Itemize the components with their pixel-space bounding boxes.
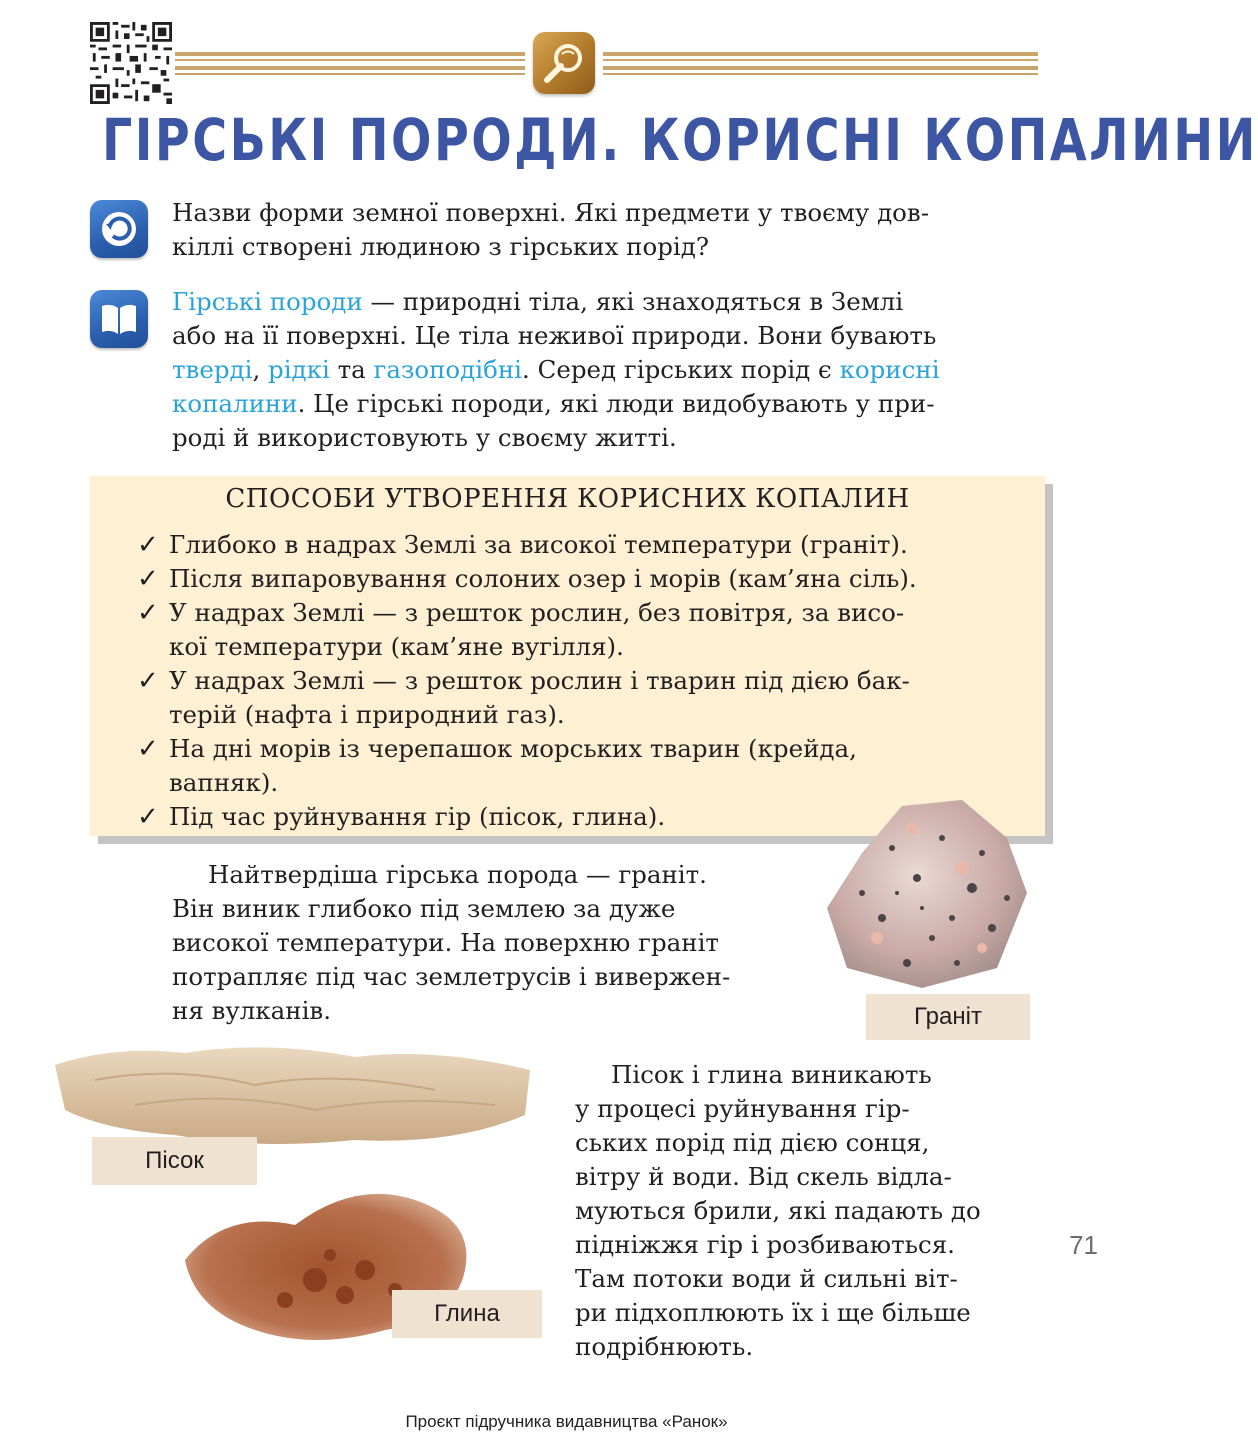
text-line: вітру й води. Від скель відла-	[575, 1162, 952, 1191]
term-rocks: Гірські породи	[172, 287, 363, 316]
text-line: ри підхоплюють їх і ще більше	[575, 1298, 971, 1327]
text-line: ня вулканів.	[172, 996, 332, 1025]
text-line: у процесі руйнування гір-	[575, 1094, 910, 1123]
sand-image	[55, 1035, 530, 1150]
title-rule	[175, 66, 525, 70]
list-item-text: У надрах Землі — з решток рослин і тварин під дією бак-	[169, 666, 910, 695]
info-box-heading: СПОСОБИ УТВОРЕННЯ КОРИСНИХ КОПАЛИН	[225, 484, 910, 514]
list-item-text: вапняк).	[169, 768, 279, 797]
text: та	[329, 355, 374, 384]
text-line: Там потоки води й сильні віт-	[575, 1264, 958, 1293]
granite-paragraph	[172, 858, 797, 1028]
magnifier-icon	[533, 32, 595, 94]
list-item-text: У надрах Землі — з решток рослин, без повітря, за висо-	[169, 598, 905, 627]
text-line: потрапляє під час землетрусів і вивержен-	[172, 962, 731, 991]
text-line: Він виник глибоко під землею за дуже	[172, 894, 676, 923]
text: . Серед гірських порід є	[522, 355, 840, 384]
term-solid: тверді	[172, 355, 253, 384]
title-rule	[603, 73, 1038, 75]
check-icon: ✓	[137, 598, 159, 628]
list-item-text: Після випаровування солоних озер і морів (кам’яна сіль).	[169, 564, 917, 593]
list-item-text: терій (нафта і природний газ).	[169, 700, 565, 729]
list-item-text: На дні морів із черепашок морських тварин (крейда,	[169, 734, 857, 763]
title-rule	[603, 66, 1038, 70]
text-line: або на її поверхні. Це тіла неживої природи. Вони бувають	[172, 321, 937, 350]
check-icon: ✓	[137, 802, 159, 832]
text-line: ських порід під дією сонця,	[575, 1128, 930, 1157]
list-item-text: Під час руйнування гір (пісок, глина).	[169, 802, 666, 831]
term-useful: корисні	[839, 355, 940, 384]
text-line: Пісок і глина виникають	[611, 1060, 932, 1089]
check-icon: ✓	[137, 564, 159, 594]
sand-label: Пісок	[92, 1137, 257, 1185]
text: ,	[252, 355, 269, 384]
list-item-text: Глибоко в надрах Землі за високої температури (граніт).	[169, 530, 908, 559]
check-icon: ✓	[137, 666, 159, 696]
qr-code[interactable]	[90, 22, 172, 104]
granite-label: Граніт	[866, 994, 1030, 1040]
title-rule	[175, 52, 525, 56]
sand-clay-paragraph	[575, 1058, 1039, 1364]
text: . Це гірські породи, які люди видобувають у при-	[297, 389, 935, 418]
check-icon: ✓	[137, 530, 159, 560]
granite-image	[822, 798, 1032, 993]
term-minerals: копалини	[172, 389, 298, 418]
footer-note: Проєкт підручника видавництва «Ранок»	[405, 1412, 728, 1431]
open-book-icon	[90, 290, 148, 348]
term-gaseous: газоподібні	[373, 355, 523, 384]
term-liquid: рідкі	[268, 355, 330, 384]
text-line: роді й використовують у своєму житті.	[172, 423, 677, 452]
text: — природні тіла, які знаходяться в Землі	[362, 287, 904, 316]
text-line: муються брили, які падають до	[575, 1196, 981, 1225]
repeat-arrow-icon	[90, 200, 148, 258]
page-title: ГІРСЬКІ ПОРОДИ. КОРИСНІ КОПАЛИНИ	[101, 106, 1258, 174]
definition-paragraph	[172, 285, 1038, 455]
title-rule	[175, 59, 525, 61]
list-item-text: кої температури (кам’яне вугілля).	[169, 632, 624, 661]
title-rule	[175, 73, 525, 75]
review-question	[172, 196, 1038, 264]
title-rule	[603, 59, 1038, 61]
title-rule	[603, 52, 1038, 56]
text-line: підніжжя гір і розбиваються.	[575, 1230, 955, 1259]
text-line: Найтвердіша гірська порода — граніт.	[208, 860, 707, 889]
text-line: подрібнюють.	[575, 1332, 754, 1361]
clay-label: Глина	[392, 1290, 542, 1338]
text-line: Назви форми земної поверхні. Які предмети у твоєму дов-	[172, 198, 929, 227]
check-icon: ✓	[137, 734, 159, 764]
page-number: 71	[1069, 1230, 1098, 1260]
text-line: високої температури. На поверхню граніт	[172, 928, 719, 957]
text-line: кіллі створені людиною з гірських порід?	[172, 232, 709, 261]
